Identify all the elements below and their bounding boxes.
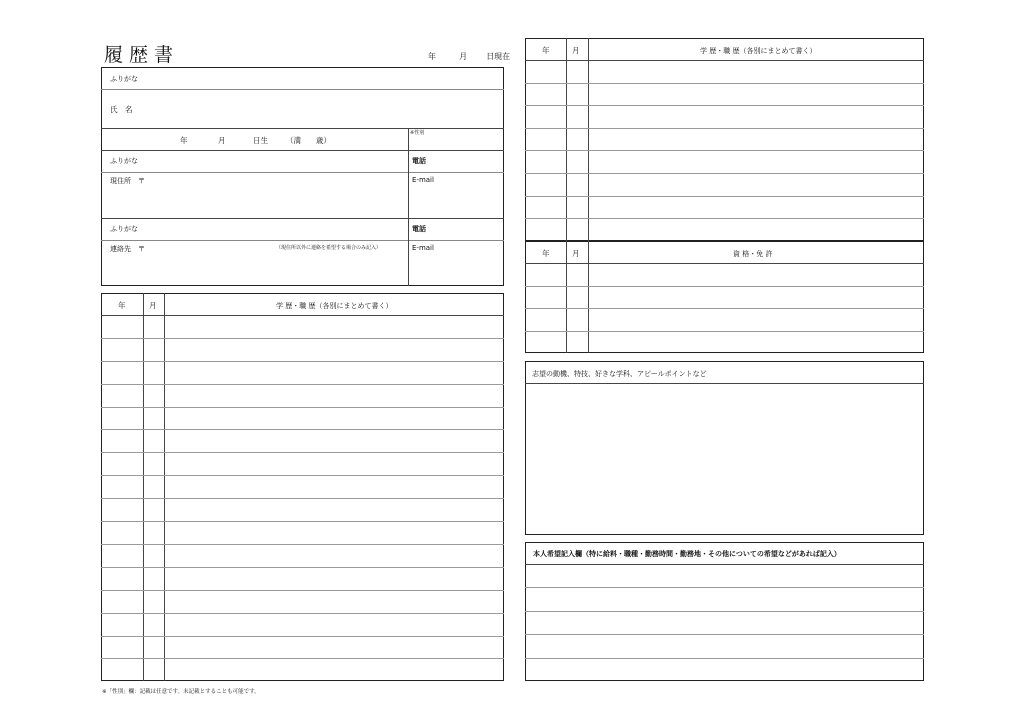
- date-year: 年: [428, 52, 436, 61]
- history-right-year-header: 年: [542, 46, 550, 55]
- table-row: [101, 636, 504, 637]
- birth-year-label: 年: [180, 136, 188, 145]
- address-label: 現住所 〒: [110, 177, 145, 185]
- table-row: [525, 331, 924, 332]
- history-right-month-col: [588, 38, 589, 241]
- furigana-label: ふりがな: [110, 75, 138, 83]
- table-row: [101, 567, 504, 568]
- birth-month-label: 月: [218, 136, 226, 145]
- table-row: [525, 218, 924, 219]
- table-row: [101, 498, 504, 499]
- table-row: [525, 658, 924, 659]
- history-table-left: [101, 293, 504, 681]
- table-row: [525, 105, 924, 106]
- right-column-divider: [408, 128, 409, 286]
- history-left-year-col: [143, 293, 144, 681]
- history-left-content-header: 学 歴・職 歴（各別にまとめて書く）: [276, 302, 393, 310]
- table-row: [101, 407, 504, 408]
- history-right-header-divider: [525, 60, 924, 61]
- gender-label: ※性別: [410, 130, 425, 136]
- footnote: ※「性別」欄：記載は任意です。未記載とすることも可能です。: [102, 689, 260, 695]
- history-right-month-header: 月: [572, 46, 580, 55]
- history-right-year-col: [566, 38, 567, 241]
- table-row: [101, 658, 504, 659]
- table-row: [525, 611, 924, 612]
- table-row: [101, 590, 504, 591]
- table-row: [101, 452, 504, 453]
- email-label: E-mail: [412, 176, 434, 184]
- table-row: [101, 361, 504, 362]
- motivation-header-divider: [525, 383, 924, 384]
- table-row: [101, 613, 504, 614]
- qualifications-table: [525, 241, 924, 353]
- table-row: [101, 429, 504, 430]
- table-row: [525, 196, 924, 197]
- history-right-content-header: 学 歴・職 歴（各別にまとめて書く）: [700, 47, 817, 55]
- requests-header-divider: [525, 564, 924, 565]
- motivation-box: [525, 361, 924, 535]
- page-title: 履歴書: [104, 44, 180, 66]
- history-left-year-header: 年: [118, 301, 126, 310]
- contact-label: 連絡先 〒: [110, 245, 145, 253]
- table-row: [101, 475, 504, 476]
- table-row: [525, 128, 924, 129]
- table-row: [525, 150, 924, 151]
- motivation-label: 志望の動機、特技、好きな学科、アピールポイントなど: [532, 370, 707, 378]
- contact-note: （現住所以外に連絡を希望する場合のみ記入）: [276, 245, 382, 251]
- table-row: [101, 338, 504, 339]
- qualifications-month-col: [588, 241, 589, 353]
- qualifications-year-header: 年: [542, 249, 550, 258]
- history-left-header-divider: [101, 315, 504, 316]
- date-day: 日現在: [486, 52, 511, 61]
- phone-label: 電話: [412, 157, 426, 165]
- history-left-month-col: [164, 293, 165, 681]
- name-label: 氏 名: [110, 105, 133, 114]
- table-row: [101, 544, 504, 545]
- table-row: [101, 384, 504, 385]
- contact-furigana-divider: [101, 240, 504, 241]
- qualifications-year-col: [566, 241, 567, 353]
- table-row: [525, 634, 924, 635]
- contact-furigana-label: ふりがな: [110, 225, 138, 233]
- name-divider: [101, 128, 504, 129]
- date-month: 月: [459, 52, 468, 61]
- age-label: （満 歳）: [286, 136, 331, 145]
- table-row: [525, 587, 924, 588]
- qualifications-header-divider: [525, 263, 924, 264]
- table-row: [101, 521, 504, 522]
- contact-phone-label: 電話: [412, 225, 426, 233]
- table-row: [525, 286, 924, 287]
- address-divider: [101, 218, 504, 219]
- table-row: [525, 308, 924, 309]
- address-furigana-label: ふりがな: [110, 157, 138, 165]
- date-current: [428, 51, 510, 62]
- birth-day-label: 日生: [253, 136, 268, 145]
- history-left-month-header: 月: [149, 301, 157, 310]
- address-furigana-divider: [101, 172, 504, 173]
- furigana-divider: [101, 89, 504, 90]
- contact-email-label: E-mail: [412, 244, 434, 252]
- table-row: [525, 83, 924, 84]
- personal-info-box: [101, 67, 504, 286]
- table-row: [525, 173, 924, 174]
- birth-divider: [101, 150, 504, 151]
- requests-label: 本人希望記入欄（特に給料・職種・勤務時間・勤務地・その他についての希望などがあれば記入）: [533, 550, 841, 558]
- history-table-right: [525, 38, 924, 241]
- qualifications-month-header: 月: [572, 249, 580, 258]
- qualifications-content-header: 資 格・免 許: [733, 250, 773, 258]
